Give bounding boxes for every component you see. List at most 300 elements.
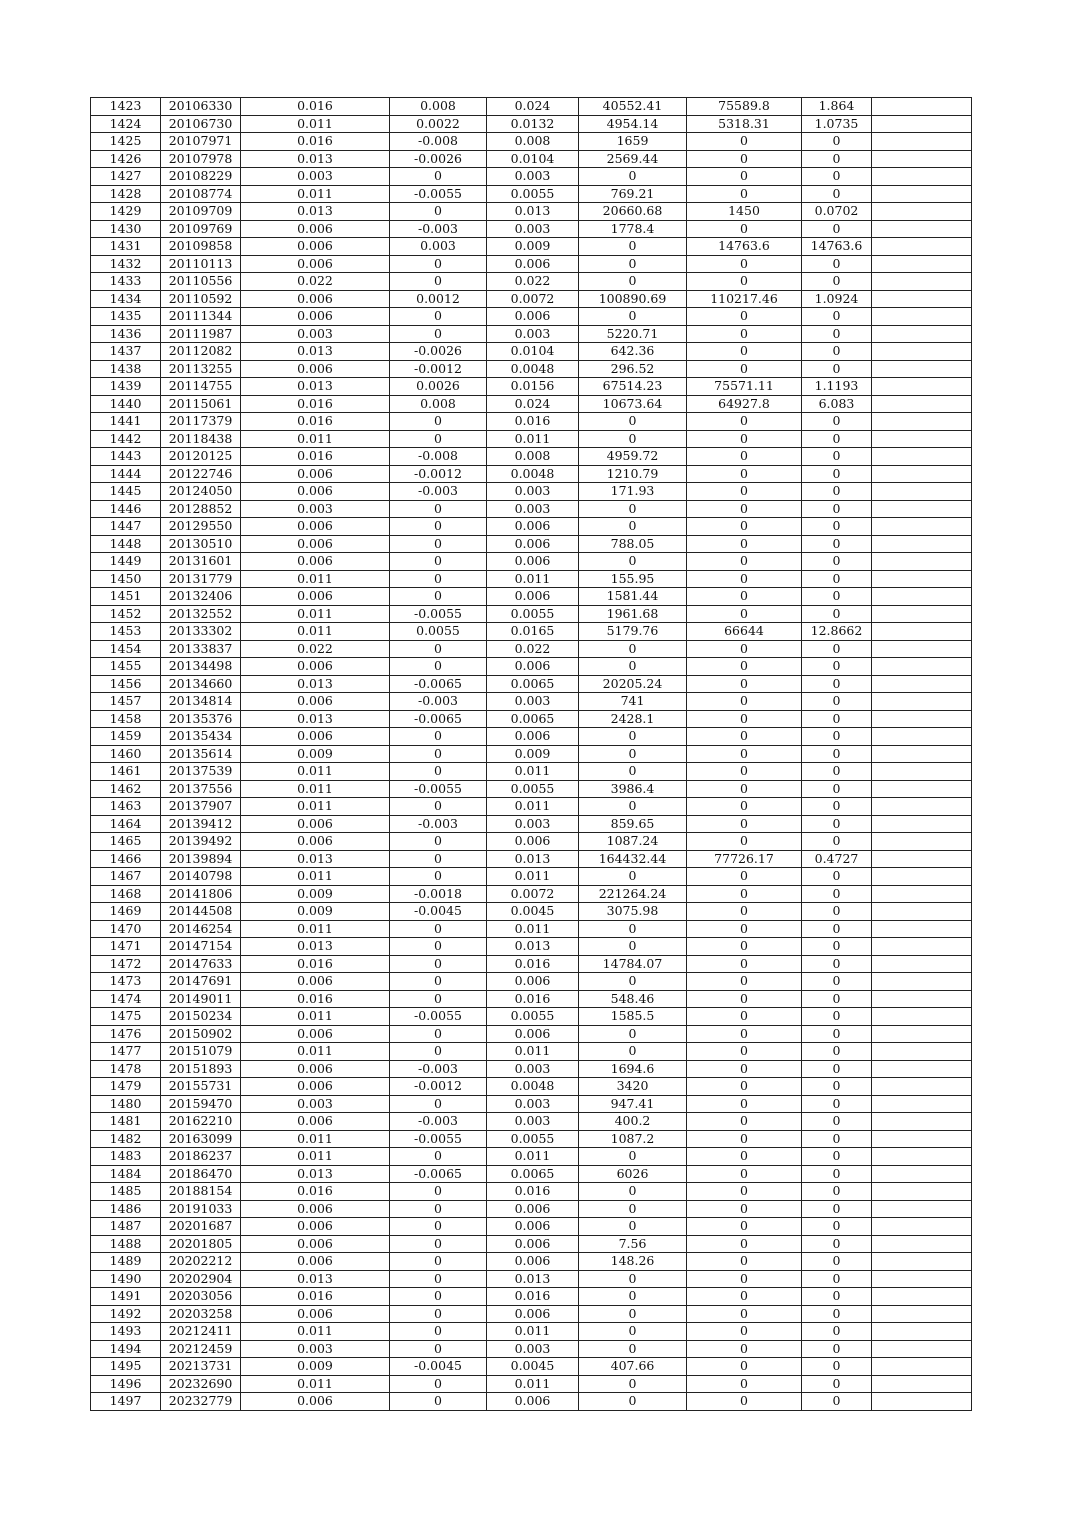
adjustment-cell: 0 <box>390 203 487 221</box>
id-cell: 20202212 <box>161 1253 241 1271</box>
amount-cell: 1585.5 <box>579 1008 687 1026</box>
adjustment-cell: -0.0045 <box>390 903 487 921</box>
value-cell: 0 <box>687 640 802 658</box>
table-row <box>91 693 972 711</box>
adjusted-rate-cell: 0.0065 <box>487 710 579 728</box>
blank-cell <box>872 1008 972 1026</box>
blank-cell <box>872 308 972 326</box>
row-number-cell: 1488 <box>91 1235 161 1253</box>
blank-cell <box>872 465 972 483</box>
id-cell: 20232779 <box>161 1393 241 1411</box>
value-cell: 0 <box>687 553 802 571</box>
table-row <box>91 185 972 203</box>
value-cell: 0 <box>687 1393 802 1411</box>
adjustment-cell: 0 <box>390 518 487 536</box>
adjusted-rate-cell: 0.003 <box>487 693 579 711</box>
amount-cell: 3986.4 <box>579 780 687 798</box>
table-row <box>91 1218 972 1236</box>
adjusted-rate-cell: 0.003 <box>487 1095 579 1113</box>
id-cell: 20122746 <box>161 465 241 483</box>
rate-cell: 0.006 <box>241 465 390 483</box>
ratio-cell: 0 <box>802 1323 872 1341</box>
blank-cell <box>872 955 972 973</box>
ratio-cell: 0 <box>802 763 872 781</box>
row-number-cell: 1452 <box>91 605 161 623</box>
rate-cell: 0.006 <box>241 518 390 536</box>
adjusted-rate-cell: 0.0045 <box>487 903 579 921</box>
value-cell: 0 <box>687 745 802 763</box>
value-cell: 0 <box>687 1235 802 1253</box>
rate-cell: 0.006 <box>241 1393 390 1411</box>
row-number-cell: 1483 <box>91 1148 161 1166</box>
ratio-cell: 0 <box>802 1358 872 1376</box>
table-row <box>91 1340 972 1358</box>
adjusted-rate-cell: 0.003 <box>487 1340 579 1358</box>
rate-cell: 0.006 <box>241 1200 390 1218</box>
ratio-cell: 0 <box>802 220 872 238</box>
amount-cell: 0 <box>579 973 687 991</box>
id-cell: 20112082 <box>161 343 241 361</box>
value-cell: 0 <box>687 1078 802 1096</box>
id-cell: 20201687 <box>161 1218 241 1236</box>
ratio-cell: 0 <box>802 710 872 728</box>
rate-cell: 0.006 <box>241 728 390 746</box>
row-number-cell: 1460 <box>91 745 161 763</box>
rate-cell: 0.011 <box>241 798 390 816</box>
value-cell: 0 <box>687 273 802 291</box>
value-cell: 0 <box>687 815 802 833</box>
amount-cell: 221264.24 <box>579 885 687 903</box>
adjusted-rate-cell: 0.006 <box>487 1025 579 1043</box>
table-row <box>91 990 972 1008</box>
rate-cell: 0.013 <box>241 343 390 361</box>
adjustment-cell: 0 <box>390 973 487 991</box>
amount-cell: 0 <box>579 920 687 938</box>
value-cell: 0 <box>687 535 802 553</box>
blank-cell <box>872 605 972 623</box>
table-row <box>91 623 972 641</box>
blank-cell <box>872 973 972 991</box>
adjustment-cell: 0 <box>390 1183 487 1201</box>
amount-cell: 1087.24 <box>579 833 687 851</box>
rate-cell: 0.006 <box>241 693 390 711</box>
id-cell: 20124050 <box>161 483 241 501</box>
blank-cell <box>872 325 972 343</box>
ratio-cell: 0 <box>802 553 872 571</box>
id-cell: 20132406 <box>161 588 241 606</box>
value-cell: 0 <box>687 1008 802 1026</box>
adjusted-rate-cell: 0.006 <box>487 535 579 553</box>
rate-cell: 0.013 <box>241 1270 390 1288</box>
value-cell: 0 <box>687 605 802 623</box>
adjusted-rate-cell: 0.011 <box>487 1323 579 1341</box>
value-cell: 0 <box>687 413 802 431</box>
adjustment-cell: 0 <box>390 413 487 431</box>
table-row <box>91 518 972 536</box>
value-cell: 0 <box>687 833 802 851</box>
table-row <box>91 308 972 326</box>
table-row <box>91 273 972 291</box>
rate-cell: 0.022 <box>241 273 390 291</box>
rate-cell: 0.011 <box>241 763 390 781</box>
blank-cell <box>872 238 972 256</box>
row-number-cell: 1450 <box>91 570 161 588</box>
blank-cell <box>872 1270 972 1288</box>
adjusted-rate-cell: 0.011 <box>487 1148 579 1166</box>
row-number-cell: 1487 <box>91 1218 161 1236</box>
blank-cell <box>872 833 972 851</box>
blank-cell <box>872 1165 972 1183</box>
amount-cell: 0 <box>579 728 687 746</box>
adjustment-cell: -0.0065 <box>390 1165 487 1183</box>
adjusted-rate-cell: 0.0065 <box>487 1165 579 1183</box>
rate-cell: 0.006 <box>241 815 390 833</box>
id-cell: 20109858 <box>161 238 241 256</box>
adjusted-rate-cell: 0.011 <box>487 798 579 816</box>
blank-cell <box>872 413 972 431</box>
value-cell: 0 <box>687 1375 802 1393</box>
adjusted-rate-cell: 0.003 <box>487 815 579 833</box>
row-number-cell: 1455 <box>91 658 161 676</box>
rate-cell: 0.006 <box>241 1235 390 1253</box>
adjustment-cell: 0.0026 <box>390 378 487 396</box>
amount-cell: 0 <box>579 1305 687 1323</box>
ratio-cell: 0.0702 <box>802 203 872 221</box>
ratio-cell: 0 <box>802 483 872 501</box>
adjusted-rate-cell: 0.0156 <box>487 378 579 396</box>
adjustment-cell: -0.0055 <box>390 1130 487 1148</box>
value-cell: 0 <box>687 150 802 168</box>
adjustment-cell: 0 <box>390 1340 487 1358</box>
blank-cell <box>872 378 972 396</box>
row-number-cell: 1423 <box>91 98 161 116</box>
amount-cell: 407.66 <box>579 1358 687 1376</box>
blank-cell <box>872 1253 972 1271</box>
adjusted-rate-cell: 0.0132 <box>487 115 579 133</box>
row-number-cell: 1464 <box>91 815 161 833</box>
adjustment-cell: 0 <box>390 868 487 886</box>
table-row <box>91 150 972 168</box>
adjustment-cell: -0.0012 <box>390 1078 487 1096</box>
rate-cell: 0.016 <box>241 955 390 973</box>
adjustment-cell: 0 <box>390 728 487 746</box>
rate-cell: 0.003 <box>241 500 390 518</box>
table-row <box>91 588 972 606</box>
value-cell: 75589.8 <box>687 98 802 116</box>
ratio-cell: 0 <box>802 1288 872 1306</box>
table-row <box>91 325 972 343</box>
amount-cell: 0 <box>579 658 687 676</box>
value-cell: 0 <box>687 798 802 816</box>
adjustment-cell: 0 <box>390 535 487 553</box>
table-row <box>91 1025 972 1043</box>
id-cell: 20130510 <box>161 535 241 553</box>
adjustment-cell: 0 <box>390 1305 487 1323</box>
amount-cell: 0 <box>579 1148 687 1166</box>
ratio-cell: 0 <box>802 150 872 168</box>
rate-cell: 0.006 <box>241 308 390 326</box>
adjusted-rate-cell: 0.006 <box>487 308 579 326</box>
id-cell: 20203056 <box>161 1288 241 1306</box>
row-number-cell: 1433 <box>91 273 161 291</box>
id-cell: 20140798 <box>161 868 241 886</box>
adjusted-rate-cell: 0.011 <box>487 868 579 886</box>
id-cell: 20106730 <box>161 115 241 133</box>
table-row <box>91 1393 972 1411</box>
adjusted-rate-cell: 0.0104 <box>487 150 579 168</box>
amount-cell: 0 <box>579 500 687 518</box>
amount-cell: 859.65 <box>579 815 687 833</box>
adjustment-cell: -0.003 <box>390 220 487 238</box>
table-row <box>91 1253 972 1271</box>
blank-cell <box>872 1218 972 1236</box>
ratio-cell: 0 <box>802 535 872 553</box>
adjustment-cell: -0.0012 <box>390 360 487 378</box>
adjusted-rate-cell: 0.0048 <box>487 1078 579 1096</box>
id-cell: 20213731 <box>161 1358 241 1376</box>
table-row <box>91 658 972 676</box>
ratio-cell: 0 <box>802 1375 872 1393</box>
blank-cell <box>872 273 972 291</box>
rate-cell: 0.006 <box>241 553 390 571</box>
rate-cell: 0.011 <box>241 430 390 448</box>
value-cell: 0 <box>687 448 802 466</box>
adjusted-rate-cell: 0.0048 <box>487 465 579 483</box>
row-number-cell: 1439 <box>91 378 161 396</box>
ratio-cell: 0 <box>802 675 872 693</box>
rate-cell: 0.011 <box>241 1148 390 1166</box>
id-cell: 20108774 <box>161 185 241 203</box>
value-cell: 0 <box>687 1025 802 1043</box>
amount-cell: 1087.2 <box>579 1130 687 1148</box>
blank-cell <box>872 710 972 728</box>
amount-cell: 0 <box>579 238 687 256</box>
rate-cell: 0.011 <box>241 1375 390 1393</box>
ratio-cell: 0 <box>802 1253 872 1271</box>
amount-cell: 4954.14 <box>579 115 687 133</box>
amount-cell: 947.41 <box>579 1095 687 1113</box>
amount-cell: 769.21 <box>579 185 687 203</box>
adjusted-rate-cell: 0.016 <box>487 955 579 973</box>
amount-cell: 642.36 <box>579 343 687 361</box>
amount-cell: 0 <box>579 763 687 781</box>
rate-cell: 0.011 <box>241 1043 390 1061</box>
ratio-cell: 12.8662 <box>802 623 872 641</box>
value-cell: 0 <box>687 343 802 361</box>
value-cell: 0 <box>687 990 802 1008</box>
ratio-cell: 0 <box>802 640 872 658</box>
value-cell: 0 <box>687 518 802 536</box>
blank-cell <box>872 1323 972 1341</box>
value-cell: 0 <box>687 430 802 448</box>
adjusted-rate-cell: 0.006 <box>487 973 579 991</box>
adjusted-rate-cell: 0.006 <box>487 518 579 536</box>
id-cell: 20110556 <box>161 273 241 291</box>
adjustment-cell: 0 <box>390 273 487 291</box>
rate-cell: 0.011 <box>241 570 390 588</box>
ratio-cell: 0 <box>802 1183 872 1201</box>
id-cell: 20132552 <box>161 605 241 623</box>
adjusted-rate-cell: 0.006 <box>487 1200 579 1218</box>
ratio-cell: 6.083 <box>802 395 872 413</box>
value-cell: 0 <box>687 1113 802 1131</box>
table-row <box>91 395 972 413</box>
id-cell: 20151893 <box>161 1060 241 1078</box>
rate-cell: 0.009 <box>241 1358 390 1376</box>
table-row <box>91 710 972 728</box>
table-row <box>91 1270 972 1288</box>
amount-cell: 0 <box>579 1270 687 1288</box>
value-cell: 0 <box>687 903 802 921</box>
ratio-cell: 0 <box>802 1270 872 1288</box>
adjusted-rate-cell: 0.016 <box>487 1288 579 1306</box>
amount-cell: 548.46 <box>579 990 687 1008</box>
row-number-cell: 1458 <box>91 710 161 728</box>
amount-cell: 0 <box>579 308 687 326</box>
value-cell: 0 <box>687 133 802 151</box>
blank-cell <box>872 588 972 606</box>
row-number-cell: 1496 <box>91 1375 161 1393</box>
rate-cell: 0.016 <box>241 133 390 151</box>
id-cell: 20186237 <box>161 1148 241 1166</box>
adjusted-rate-cell: 0.006 <box>487 1393 579 1411</box>
table-row <box>91 535 972 553</box>
amount-cell: 148.26 <box>579 1253 687 1271</box>
rate-cell: 0.011 <box>241 1130 390 1148</box>
rate-cell: 0.011 <box>241 920 390 938</box>
table-row <box>91 168 972 186</box>
adjustment-cell: 0.008 <box>390 98 487 116</box>
id-cell: 20108229 <box>161 168 241 186</box>
amount-cell: 1778.4 <box>579 220 687 238</box>
row-number-cell: 1427 <box>91 168 161 186</box>
amount-cell: 0 <box>579 1200 687 1218</box>
table-row <box>91 1148 972 1166</box>
table-row <box>91 360 972 378</box>
row-number-cell: 1435 <box>91 308 161 326</box>
table-row <box>91 780 972 798</box>
blank-cell <box>872 1358 972 1376</box>
row-number-cell: 1472 <box>91 955 161 973</box>
ratio-cell: 0 <box>802 1130 872 1148</box>
blank-cell <box>872 885 972 903</box>
id-cell: 20107978 <box>161 150 241 168</box>
value-cell: 0 <box>687 1218 802 1236</box>
adjustment-cell: 0 <box>390 168 487 186</box>
id-cell: 20147691 <box>161 973 241 991</box>
table-row <box>91 1078 972 1096</box>
id-cell: 20117379 <box>161 413 241 431</box>
ratio-cell: 0 <box>802 133 872 151</box>
blank-cell <box>872 395 972 413</box>
table-row <box>91 1183 972 1201</box>
blank-cell <box>872 133 972 151</box>
table-row <box>91 798 972 816</box>
adjustment-cell: 0.008 <box>390 395 487 413</box>
amount-cell: 0 <box>579 1375 687 1393</box>
blank-cell <box>872 1288 972 1306</box>
table-row <box>91 938 972 956</box>
ratio-cell: 0 <box>802 1200 872 1218</box>
id-cell: 20146254 <box>161 920 241 938</box>
adjustment-cell: 0 <box>390 990 487 1008</box>
adjusted-rate-cell: 0.006 <box>487 1253 579 1271</box>
rate-cell: 0.011 <box>241 115 390 133</box>
table-row <box>91 133 972 151</box>
ratio-cell: 0 <box>802 1305 872 1323</box>
amount-cell: 0 <box>579 1288 687 1306</box>
adjustment-cell: 0 <box>390 1148 487 1166</box>
rate-cell: 0.013 <box>241 710 390 728</box>
row-number-cell: 1454 <box>91 640 161 658</box>
value-cell: 0 <box>687 955 802 973</box>
rate-cell: 0.011 <box>241 623 390 641</box>
row-number-cell: 1468 <box>91 885 161 903</box>
value-cell: 0 <box>687 763 802 781</box>
row-number-cell: 1495 <box>91 1358 161 1376</box>
amount-cell: 171.93 <box>579 483 687 501</box>
amount-cell: 0 <box>579 255 687 273</box>
row-number-cell: 1473 <box>91 973 161 991</box>
id-cell: 20107971 <box>161 133 241 151</box>
rate-cell: 0.006 <box>241 255 390 273</box>
value-cell: 0 <box>687 220 802 238</box>
blank-cell <box>872 255 972 273</box>
ratio-cell: 0 <box>802 1235 872 1253</box>
row-number-cell: 1475 <box>91 1008 161 1026</box>
id-cell: 20134660 <box>161 675 241 693</box>
blank-cell <box>872 168 972 186</box>
rate-cell: 0.022 <box>241 640 390 658</box>
id-cell: 20106330 <box>161 98 241 116</box>
ratio-cell: 0 <box>802 1148 872 1166</box>
rate-cell: 0.016 <box>241 1183 390 1201</box>
rate-cell: 0.006 <box>241 833 390 851</box>
blank-cell <box>872 640 972 658</box>
table-row <box>91 763 972 781</box>
amount-cell: 14784.07 <box>579 955 687 973</box>
adjustment-cell: -0.008 <box>390 133 487 151</box>
row-number-cell: 1449 <box>91 553 161 571</box>
table-row <box>91 1130 972 1148</box>
ratio-cell: 0 <box>802 518 872 536</box>
adjustment-cell: -0.0045 <box>390 1358 487 1376</box>
id-cell: 20131779 <box>161 570 241 588</box>
table-row <box>91 973 972 991</box>
blank-cell <box>872 763 972 781</box>
row-number-cell: 1426 <box>91 150 161 168</box>
table-row <box>91 1200 972 1218</box>
rate-cell: 0.016 <box>241 395 390 413</box>
adjusted-rate-cell: 0.0055 <box>487 1008 579 1026</box>
rate-cell: 0.006 <box>241 658 390 676</box>
id-cell: 20212459 <box>161 1340 241 1358</box>
blank-cell <box>872 430 972 448</box>
adjustment-cell: -0.003 <box>390 1113 487 1131</box>
adjusted-rate-cell: 0.006 <box>487 658 579 676</box>
ratio-cell: 0 <box>802 588 872 606</box>
adjusted-rate-cell: 0.003 <box>487 483 579 501</box>
adjusted-rate-cell: 0.0045 <box>487 1358 579 1376</box>
amount-cell: 0 <box>579 413 687 431</box>
table-row <box>91 955 972 973</box>
blank-cell <box>872 1095 972 1113</box>
value-cell: 0 <box>687 1305 802 1323</box>
adjusted-rate-cell: 0.0065 <box>487 675 579 693</box>
row-number-cell: 1481 <box>91 1113 161 1131</box>
blank-cell <box>872 500 972 518</box>
adjusted-rate-cell: 0.0104 <box>487 343 579 361</box>
